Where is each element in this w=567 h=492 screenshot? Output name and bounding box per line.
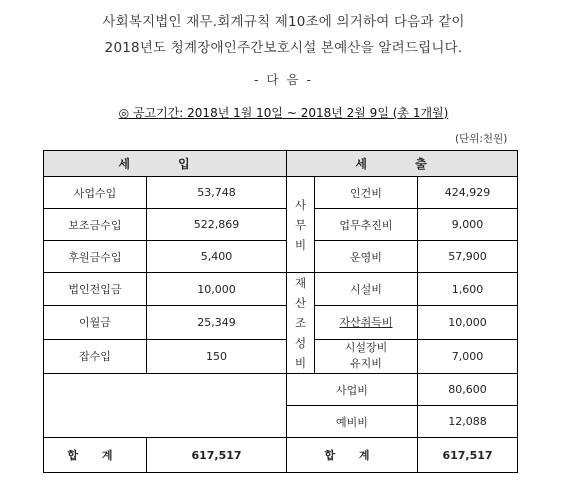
income-value: 522,869: [147, 209, 287, 241]
income-total-value: 617,517: [147, 438, 287, 473]
income-label: 보조금수입: [44, 209, 147, 241]
expense-value: 424,929: [418, 177, 518, 209]
income-value: 5,400: [147, 241, 287, 273]
expense-value: 80,600: [418, 374, 518, 406]
expense-value: 10,000: [418, 306, 518, 339]
expense-total-value: 617,517: [418, 438, 518, 473]
total-row: [44, 438, 518, 473]
expense-label: 시설장비 유지비: [315, 339, 418, 373]
expense-value: 12,088: [418, 406, 518, 438]
table-row: [44, 339, 518, 373]
expense-label: 운영비: [315, 241, 418, 273]
expense-value: 7,000: [418, 339, 518, 373]
income-value: 25,349: [147, 306, 287, 339]
income-value: 53,748: [147, 177, 287, 209]
unit-label: (단위:천원): [455, 133, 508, 145]
announcement-period-text: ◎ 공고기간: 2018년 1월 10일 ~ 2018년 2월 9일 (총 1개월): [118, 106, 449, 120]
budget-table: [43, 150, 518, 473]
expense-value: 57,900: [418, 241, 518, 273]
expense-label: 업무추진비: [315, 209, 418, 241]
table-row: [44, 273, 518, 306]
income-value: 10,000: [147, 273, 287, 306]
income-header: 세 입: [44, 151, 287, 177]
table-row: [44, 209, 518, 241]
income-label: 이월금: [44, 306, 147, 339]
expense-value: 1,600: [418, 273, 518, 306]
expense-label: 시설비: [315, 273, 418, 306]
income-label: 후원금수입: [44, 241, 147, 273]
expense-label: 사업비: [287, 374, 418, 406]
expense-label: 자산취득비: [315, 306, 418, 339]
intro-line-2: 2018년도 청계장애인주간보호시설 본예산을 알려드립니다.: [104, 40, 463, 56]
announcement-period: [0, 104, 567, 121]
income-label: 잡수입: [44, 339, 147, 373]
income-total-label: 합 계: [44, 438, 147, 473]
table-row: [44, 177, 518, 209]
group-property-expense: 재 산 조 성 비: [287, 273, 315, 374]
table-header-row: [44, 151, 518, 177]
group-office-expense: 사 무 비: [287, 177, 315, 273]
intro-line-1: 사회복지법인 재무.회계규칙 제10조에 의거하여 다음과 같이: [102, 14, 465, 30]
expense-label: 인건비: [315, 177, 418, 209]
table-row: [44, 306, 518, 339]
income-label: 법인전입금: [44, 273, 147, 306]
expense-total-label: 합 계: [287, 438, 418, 473]
expense-label: 예비비: [287, 406, 418, 438]
da-eum-heading: - 다 음 -: [253, 72, 314, 87]
expense-header: 세 출: [287, 151, 518, 177]
income-value: 150: [147, 339, 287, 373]
income-empty-cell: [44, 374, 287, 438]
table-row: [44, 241, 518, 273]
expense-value: 9,000: [418, 209, 518, 241]
income-label: 사업수입: [44, 177, 147, 209]
table-row: [44, 374, 518, 406]
